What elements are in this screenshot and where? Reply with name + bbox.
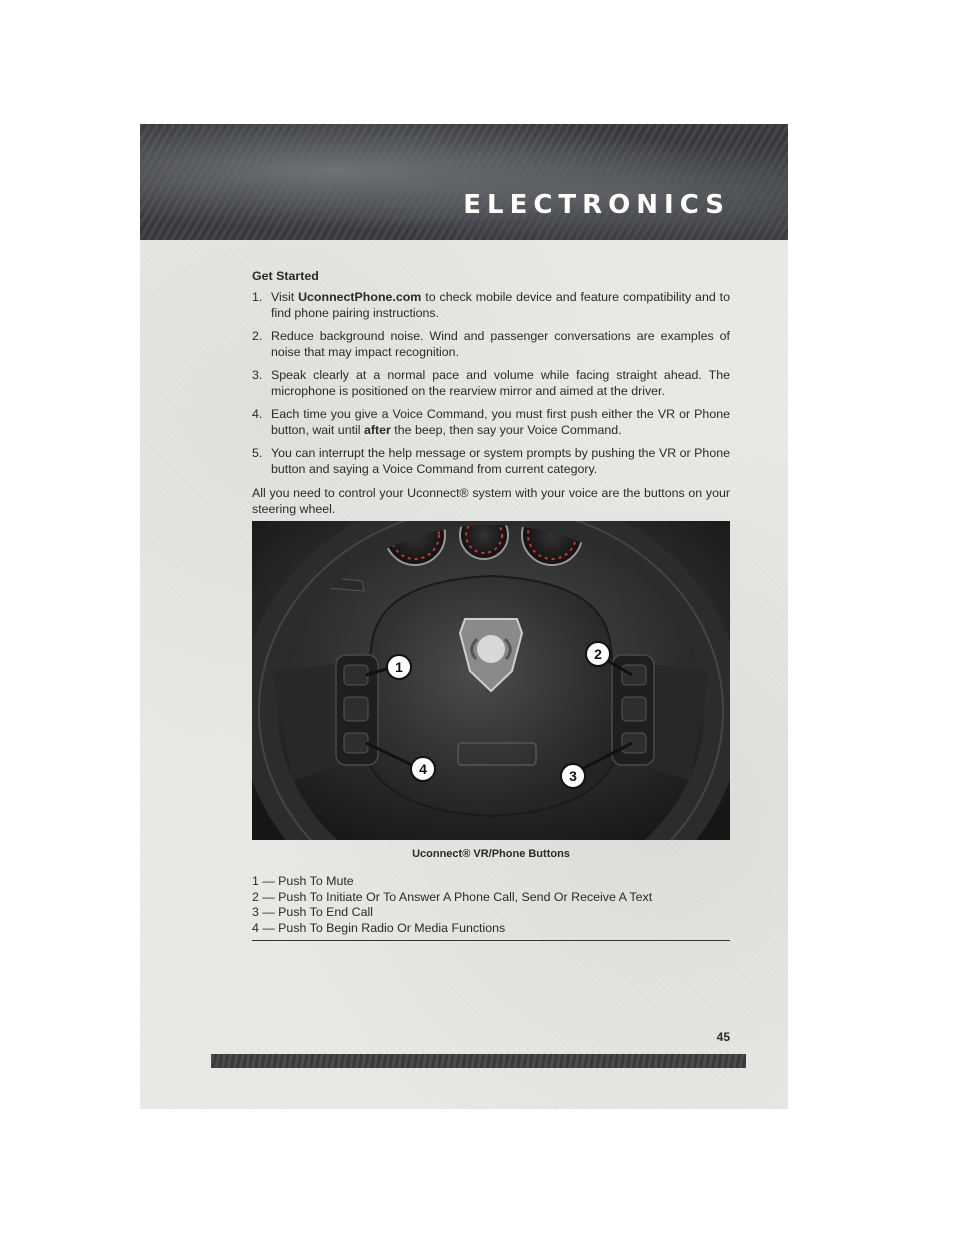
svg-text:1: 1: [395, 659, 403, 675]
seek-control[interactable]: [622, 697, 646, 721]
section-heading: Get Started: [252, 269, 319, 283]
step-text: You can interrupt the help message or system prompts by pushing the VR or Phone button and saying a Voice Command from current category.: [271, 446, 730, 476]
svg-text:2: 2: [594, 646, 602, 662]
step-item: [252, 406, 730, 438]
step-number: 1.: [252, 290, 263, 304]
callout-2: [586, 642, 610, 666]
figure-caption: Uconnect® VR/Phone Buttons: [412, 848, 570, 860]
step-number: 3.: [252, 368, 263, 382]
page-content: [252, 268, 730, 941]
header-band: [140, 124, 788, 240]
step-item: [252, 328, 730, 360]
callout-3: [561, 764, 585, 788]
voice-command-button[interactable]: [344, 733, 368, 753]
step-number: 5.: [252, 446, 263, 460]
step-number: 4.: [252, 407, 263, 421]
step-text: Reduce background noise. Wind and passenger conversations are examples of noise that may impact recognition.: [271, 329, 730, 359]
callout-4: [411, 757, 435, 781]
left-control-pod[interactable]: [336, 655, 378, 765]
emphasis-text: after: [363, 423, 391, 437]
button-legend: [252, 874, 730, 941]
volume-control[interactable]: [344, 697, 368, 721]
section-title: ELECTRONICS: [463, 190, 730, 220]
legend-item: 1 — Push To Mute: [252, 874, 354, 888]
legend-item: 3 — Push To End Call: [252, 905, 373, 919]
footer-band: [211, 1054, 746, 1068]
step-text: Visit UconnectPhone.com to check mobile device and feature compatibility and to find phone pairing instructions.: [271, 290, 730, 320]
steering-wheel-photo: [252, 521, 730, 840]
legend-item: 4 — Push To Begin Radio Or Media Functions: [252, 920, 506, 935]
steps-list: [252, 289, 730, 477]
manual-page: [140, 124, 788, 1109]
mute-button[interactable]: [344, 665, 368, 685]
step-item: [252, 289, 730, 321]
legend-item: 2 — Push To Initiate Or To Answer A Phone Call, Send Or Receive A Text: [252, 889, 653, 904]
step-number: 2.: [252, 329, 263, 343]
page-number: 45: [716, 1030, 730, 1044]
step-text: Speak clearly at a normal pace and volume while facing straight ahead. The microphone is positioned on the rearview mirror and aimed at the driver.: [271, 368, 730, 398]
svg-text:3: 3: [569, 768, 577, 784]
steering-wheel-illustration: [252, 521, 730, 840]
step-text: Each time you give a Voice Command, you must first push either the VR or Phone button, wait until after the beep, then say your Voice Command.: [271, 407, 730, 437]
callout-1: [387, 655, 411, 679]
intro-paragraph: All you need to control your Uconnect® system with your voice are the buttons on your steering wheel.: [252, 486, 730, 516]
step-item: [252, 367, 730, 399]
phone-button[interactable]: [622, 665, 646, 685]
svg-text:4: 4: [419, 761, 427, 777]
website-link-text: UconnectPhone.com: [298, 290, 422, 304]
step-item: [252, 445, 730, 477]
end-call-button[interactable]: [622, 733, 646, 753]
